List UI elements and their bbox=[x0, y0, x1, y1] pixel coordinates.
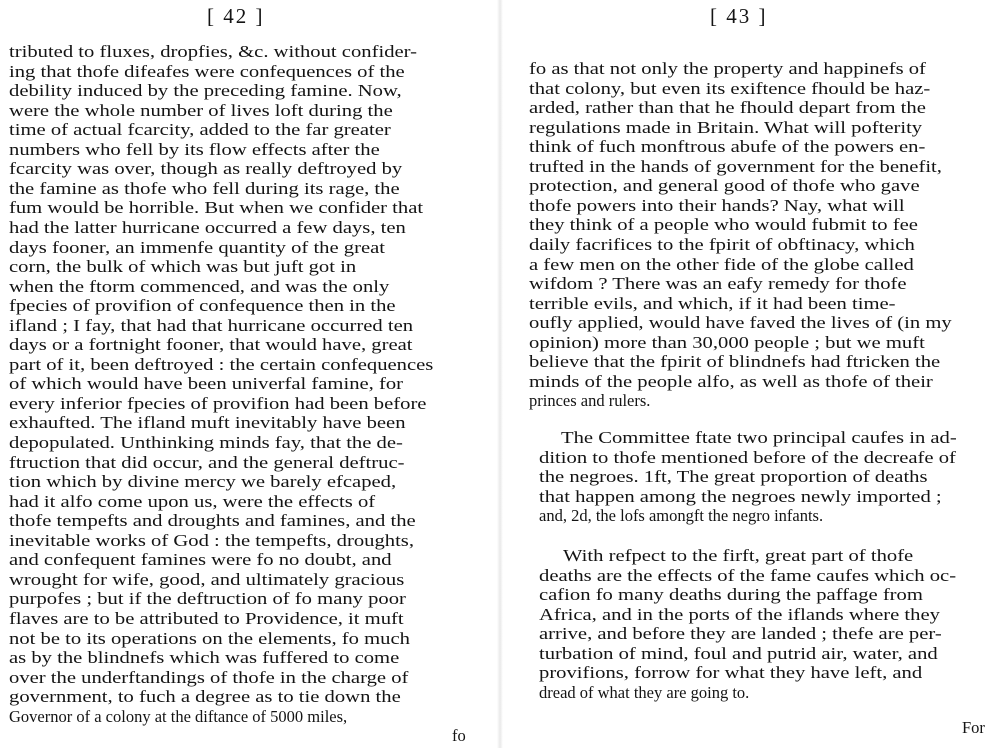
text-line: oufly applied, would have faved the lives of (in my bbox=[529, 313, 952, 333]
text-line: purpofes ; but if the deftruction of fo many poor bbox=[9, 589, 406, 609]
text-line: flaves are to be attributed to Providence, it muft bbox=[9, 608, 404, 628]
text-line: they think of a people who would fubmit to fee bbox=[529, 215, 918, 235]
text-line: deaths are the effects of the fame caufes which oc- bbox=[539, 565, 957, 585]
catchword-right: For bbox=[962, 718, 985, 737]
text-line: had the latter hurricane occurred a few days, ten bbox=[9, 217, 406, 237]
text-line: wrought for wife, good, and ultimately gracious bbox=[9, 569, 405, 589]
text-line: protection, and general good of thofe who gave bbox=[529, 176, 920, 196]
text-line: and confequent famines were fo no doubt, and bbox=[9, 550, 392, 570]
text-line: arded, rather than that he fhould depart from the bbox=[529, 98, 926, 118]
text-line: the famine as thofe who fell during its rage, the bbox=[9, 178, 400, 198]
text-line: ftruction that did occur, and the general deftruc- bbox=[9, 452, 405, 472]
text-line: days fooner, an immenfe quantity of the great bbox=[9, 237, 386, 257]
text-line: tributed to fluxes, dropfies, &c. without confider- bbox=[9, 42, 417, 61]
text-line: With refpect to the firft, great part of thofe bbox=[563, 546, 914, 565]
text-line: arrive, and before they are landed ; thefe are per- bbox=[539, 624, 942, 644]
text-line: and, 2d, the lofs amongft the negro infants. bbox=[539, 506, 824, 526]
text-line: depopulated. Unthinking minds fay, that the de- bbox=[9, 433, 403, 452]
text-line: Africa, and in the ports of the iflands where they bbox=[539, 604, 940, 624]
text-line: exhaufted. The ifland muft inevitably have been bbox=[9, 413, 406, 433]
text-line: time of actual fcarcity, added to the far greater bbox=[9, 120, 391, 140]
text-line: fo as that not only the property and happinefs of bbox=[529, 59, 926, 78]
text-line: were the whole number of lives loft during the bbox=[9, 100, 393, 120]
text-line: Governor of a colony at the diftance of 5000 miles, bbox=[9, 706, 348, 726]
text-line: dition to thofe mentioned before of the decreafe of bbox=[539, 447, 956, 467]
text-line: fum would be horrible. But when we confider that bbox=[9, 198, 424, 218]
text-line: government, to fuch a degree as to tie down the bbox=[9, 687, 401, 707]
text-line: numbers who fell by its flow effects after the bbox=[9, 139, 380, 159]
right-page bbox=[500, 0, 1000, 748]
text-line: daily facrifices to the fpirit of obftinacy, which bbox=[529, 234, 915, 254]
page-number-43: [ 43 ] bbox=[710, 4, 768, 28]
text-line: that colony, but even its exiftence fhould be haz- bbox=[529, 78, 931, 98]
text-line: when the ftorm commenced, and was the only bbox=[9, 276, 390, 296]
text-line: days or a fortnight fooner, that would have, great bbox=[9, 335, 413, 355]
text-line: opinion) more than 30,000 people ; but we muft bbox=[529, 332, 925, 352]
text-line: wifdom ? There was an eafy remedy for thofe bbox=[529, 274, 907, 294]
text-line: thofe powers into their hands? Nay, what will bbox=[529, 195, 905, 215]
text-line: the negroes. 1ft, The great proportion of deaths bbox=[539, 467, 928, 487]
text-line: every inferior fpecies of provifion had been before bbox=[9, 393, 427, 413]
text-line: provifions, forrow for what they have left, and bbox=[539, 663, 923, 683]
text-line: tion which by divine mercy we barely efcaped, bbox=[9, 472, 397, 492]
text-line: of which would have been univerfal famine, for bbox=[9, 374, 404, 394]
text-line: fpecies of provifion of confequence then in the bbox=[9, 296, 396, 316]
text-line: a few men on the other fide of the globe called bbox=[529, 254, 914, 274]
text-line: The Committee ftate two principal caufes in ad- bbox=[561, 428, 957, 447]
text-line: ing that thofe difeafes were confequences of the bbox=[9, 61, 405, 81]
text-line: corn, the bulk of which was but juft got in bbox=[9, 257, 357, 277]
text-line: believe that the fpirit of blindnefs had ftricken the bbox=[529, 352, 941, 372]
text-line: minds of the people alfo, as well as thofe of their bbox=[529, 371, 933, 391]
text-line: inevitable works of God : the tempefts, droughts, bbox=[9, 530, 414, 550]
catchword-left: fo bbox=[452, 726, 466, 745]
text-line: trufted in the hands of government for the benefit, bbox=[529, 156, 942, 176]
text-line: regulations made in Britain. What will pofterity bbox=[529, 117, 923, 137]
page-number-42: [ 42 ] bbox=[207, 4, 265, 28]
text-line: over the underftandings of thofe in the charge of bbox=[9, 667, 409, 687]
text-line: princes and rulers. bbox=[529, 391, 651, 411]
text-line: fcarcity was over, though as really deftroyed by bbox=[9, 159, 403, 179]
text-line: cafion fo many deaths during the paffage from bbox=[539, 585, 923, 605]
text-line: that happen among the negroes newly imported ; bbox=[539, 486, 942, 506]
text-line: terrible evils, and which, if it had been time- bbox=[529, 293, 896, 313]
text-line: turbation of mind, foul and putrid air, water, and bbox=[539, 643, 938, 663]
text-line: part of it, been deftroyed : the certain confequences bbox=[9, 354, 434, 374]
text-line: had it alfo come upon us, were the effects of bbox=[9, 491, 376, 511]
text-line: debility induced by the preceding famine. Now, bbox=[9, 81, 402, 101]
text-line: thofe tempefts and droughts and famines, and the bbox=[9, 511, 416, 531]
text-line: as by the blindnefs which was fuffered to come bbox=[9, 648, 400, 668]
text-line: not be to its operations on the elements, fo much bbox=[9, 628, 410, 648]
text-line: ifland ; I fay, that had that hurricane occurred ten bbox=[9, 315, 414, 335]
text-line: think of fuch monftrous abufe of the powers en- bbox=[529, 137, 926, 157]
text-line: dread of what they are going to. bbox=[539, 682, 750, 702]
